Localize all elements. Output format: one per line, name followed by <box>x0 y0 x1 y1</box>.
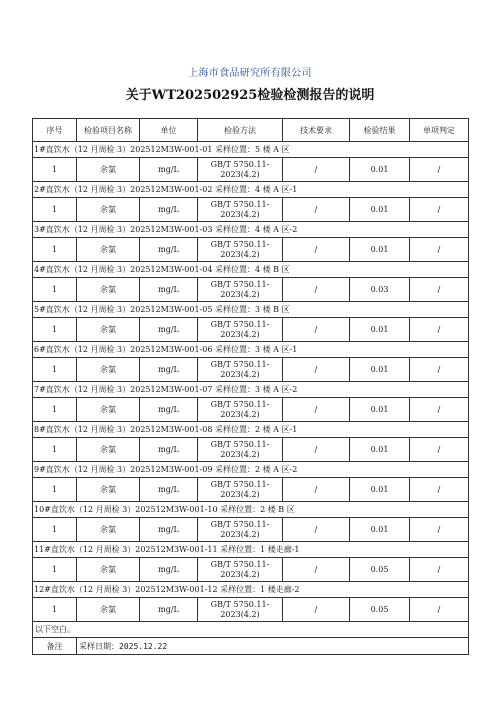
row-result: 0.01 <box>350 318 410 342</box>
row-unit: mg/L <box>140 278 198 302</box>
row-number: 1 <box>33 198 77 222</box>
table-row <box>33 198 469 222</box>
row-requirement: / <box>283 438 350 462</box>
row-item: 余氯 <box>77 278 140 302</box>
row-number: 1 <box>33 158 77 182</box>
row-number: 1 <box>33 558 77 582</box>
row-number: 1 <box>33 478 77 502</box>
report-table-body <box>33 119 469 655</box>
row-judgement: / <box>410 198 469 222</box>
row-result: 0.01 <box>350 238 410 262</box>
sample-header-row <box>33 422 469 438</box>
remark-label: 备注 <box>33 638 77 655</box>
row-unit: mg/L <box>140 238 198 262</box>
row-item: 余氯 <box>77 558 140 582</box>
row-unit: mg/L <box>140 478 198 502</box>
row-judgement: / <box>410 598 469 622</box>
row-unit: mg/L <box>140 598 198 622</box>
blank-note: 以下空白。 <box>33 622 469 638</box>
row-requirement: / <box>283 318 350 342</box>
row-unit: mg/L <box>140 438 198 462</box>
sample-label: 6#直饮水（12 月周检 3）202512M3W-001-06 采样位置：3 楼 A 区-1 <box>33 342 469 358</box>
table-row <box>33 238 469 262</box>
row-unit: mg/L <box>140 518 198 542</box>
row-unit: mg/L <box>140 198 198 222</box>
row-number: 1 <box>33 318 77 342</box>
row-method: GB/T 5750.11-2023(4.2) <box>198 558 283 582</box>
row-result: 0.01 <box>350 158 410 182</box>
sample-label: 9#直饮水（12 月周检 3）202512M3W-001-09 采样位置：2 楼 A 区-2 <box>33 462 469 478</box>
row-number: 1 <box>33 238 77 262</box>
row-requirement: / <box>283 478 350 502</box>
sample-header-row <box>33 182 469 198</box>
sample-label: 2#直饮水（12 月周检 3）202512M3W-001-02 采样位置：4 楼 A 区-1 <box>33 182 469 198</box>
sample-label: 8#直饮水（12 月周检 3）202512M3W-001-08 采样位置：2 楼 A 区-1 <box>33 422 469 438</box>
row-method: GB/T 5750.11-2023(4.2) <box>198 158 283 182</box>
sample-label: 5#直饮水（12 月周检 3）202512M3W-001-05 采样位置：3 楼 B 区 <box>33 302 469 318</box>
row-result: 0.01 <box>350 518 410 542</box>
row-result: 0.01 <box>350 438 410 462</box>
remark-text: 采样日期：2025.12.22 <box>77 638 469 655</box>
row-unit: mg/L <box>140 358 198 382</box>
row-result: 0.05 <box>350 598 410 622</box>
sample-label: 1#直饮水（12 月周检 3）202512M3W-001-01 采样位置：5 楼 A 区 <box>33 142 469 158</box>
row-judgement: / <box>410 398 469 422</box>
row-result: 0.01 <box>350 358 410 382</box>
sample-header-row <box>33 262 469 278</box>
row-method: GB/T 5750.11-2023(4.2) <box>198 518 283 542</box>
header-method: 检验方法 <box>198 119 283 142</box>
table-row <box>33 398 469 422</box>
row-item: 余氯 <box>77 518 140 542</box>
report-title: 关于WT202502925检验检测报告的说明 <box>125 88 375 103</box>
row-method: GB/T 5750.11-2023(4.2) <box>198 278 283 302</box>
row-item: 余氯 <box>77 398 140 422</box>
row-judgement: / <box>410 438 469 462</box>
row-item: 余氯 <box>77 318 140 342</box>
table-row <box>33 438 469 462</box>
table-row <box>33 478 469 502</box>
sample-header-row <box>33 222 469 238</box>
sample-header-row <box>33 462 469 478</box>
table-row <box>33 158 469 182</box>
row-result: 0.03 <box>350 278 410 302</box>
row-judgement: / <box>410 318 469 342</box>
sample-label: 10#直饮水（12 月周检 3）202512M3W-001-10 采样位置：2 楼 B 区 <box>33 502 469 518</box>
sample-label: 12#直饮水（12 月周检 3）202512M3W-001-12 采样位置：1 楼走廊-2 <box>33 582 469 598</box>
row-number: 1 <box>33 278 77 302</box>
row-requirement: / <box>283 278 350 302</box>
row-unit: mg/L <box>140 158 198 182</box>
row-requirement: / <box>283 558 350 582</box>
row-judgement: / <box>410 278 469 302</box>
header-requirement: 技术要求 <box>283 119 350 142</box>
row-item: 余氯 <box>77 238 140 262</box>
header-judgement: 单项判定 <box>410 119 469 142</box>
row-requirement: / <box>283 398 350 422</box>
row-judgement: / <box>410 518 469 542</box>
row-judgement: / <box>410 478 469 502</box>
row-requirement: / <box>283 198 350 222</box>
table-row <box>33 518 469 542</box>
sample-header-row <box>33 382 469 398</box>
table-row <box>33 558 469 582</box>
row-result: 0.05 <box>350 558 410 582</box>
sample-header-row <box>33 342 469 358</box>
report-table <box>32 118 469 655</box>
row-number: 1 <box>33 598 77 622</box>
row-method: GB/T 5750.11-2023(4.2) <box>198 398 283 422</box>
row-unit: mg/L <box>140 398 198 422</box>
blank-note-row <box>33 622 469 638</box>
row-number: 1 <box>33 518 77 542</box>
header-no: 序号 <box>33 119 77 142</box>
sample-header-row <box>33 142 469 158</box>
sample-header-row <box>33 502 469 518</box>
row-number: 1 <box>33 438 77 462</box>
row-method: GB/T 5750.11-2023(4.2) <box>198 478 283 502</box>
row-result: 0.01 <box>350 398 410 422</box>
row-item: 余氯 <box>77 438 140 462</box>
row-requirement: / <box>283 598 350 622</box>
table-row <box>33 358 469 382</box>
row-requirement: / <box>283 358 350 382</box>
row-item: 余氯 <box>77 358 140 382</box>
row-judgement: / <box>410 158 469 182</box>
header-row <box>33 119 469 142</box>
organization-name: 上海市食品研究所有限公司 <box>188 68 312 79</box>
row-item: 余氯 <box>77 598 140 622</box>
row-item: 余氯 <box>77 158 140 182</box>
row-judgement: / <box>410 238 469 262</box>
sample-header-row <box>33 542 469 558</box>
sample-label: 11#直饮水（12 月周检 3）202512M3W-001-11 采样位置：1 楼走廊-1 <box>33 542 469 558</box>
row-result: 0.01 <box>350 478 410 502</box>
row-judgement: / <box>410 558 469 582</box>
row-result: 0.01 <box>350 198 410 222</box>
sample-label: 4#直饮水（12 月周检 3）202512M3W-001-04 采样位置：4 楼 B 区 <box>33 262 469 278</box>
table-row <box>33 598 469 622</box>
header-result: 检验结果 <box>350 119 410 142</box>
row-method: GB/T 5750.11-2023(4.2) <box>198 438 283 462</box>
row-method: GB/T 5750.11-2023(4.2) <box>198 238 283 262</box>
row-unit: mg/L <box>140 318 198 342</box>
row-requirement: / <box>283 238 350 262</box>
table-row <box>33 278 469 302</box>
row-method: GB/T 5750.11-2023(4.2) <box>198 318 283 342</box>
sample-label: 7#直饮水（12 月周检 3）202512M3W-001-07 采样位置：3 楼 A 区-2 <box>33 382 469 398</box>
row-item: 余氯 <box>77 198 140 222</box>
table-row <box>33 318 469 342</box>
row-method: GB/T 5750.11-2023(4.2) <box>198 358 283 382</box>
sample-header-row <box>33 302 469 318</box>
row-number: 1 <box>33 398 77 422</box>
sample-header-row <box>33 582 469 598</box>
row-requirement: / <box>283 518 350 542</box>
row-judgement: / <box>410 358 469 382</box>
row-item: 余氯 <box>77 478 140 502</box>
row-requirement: / <box>283 158 350 182</box>
header-item: 检验项目名称 <box>77 119 140 142</box>
remark-row <box>33 638 469 655</box>
row-method: GB/T 5750.11-2023(4.2) <box>198 198 283 222</box>
header-unit: 单位 <box>140 119 198 142</box>
row-number: 1 <box>33 358 77 382</box>
sample-label: 3#直饮水（12 月周检 3）202512M3W-001-03 采样位置：4 楼 A 区-2 <box>33 222 469 238</box>
row-unit: mg/L <box>140 558 198 582</box>
row-method: GB/T 5750.11-2023(4.2) <box>198 598 283 622</box>
